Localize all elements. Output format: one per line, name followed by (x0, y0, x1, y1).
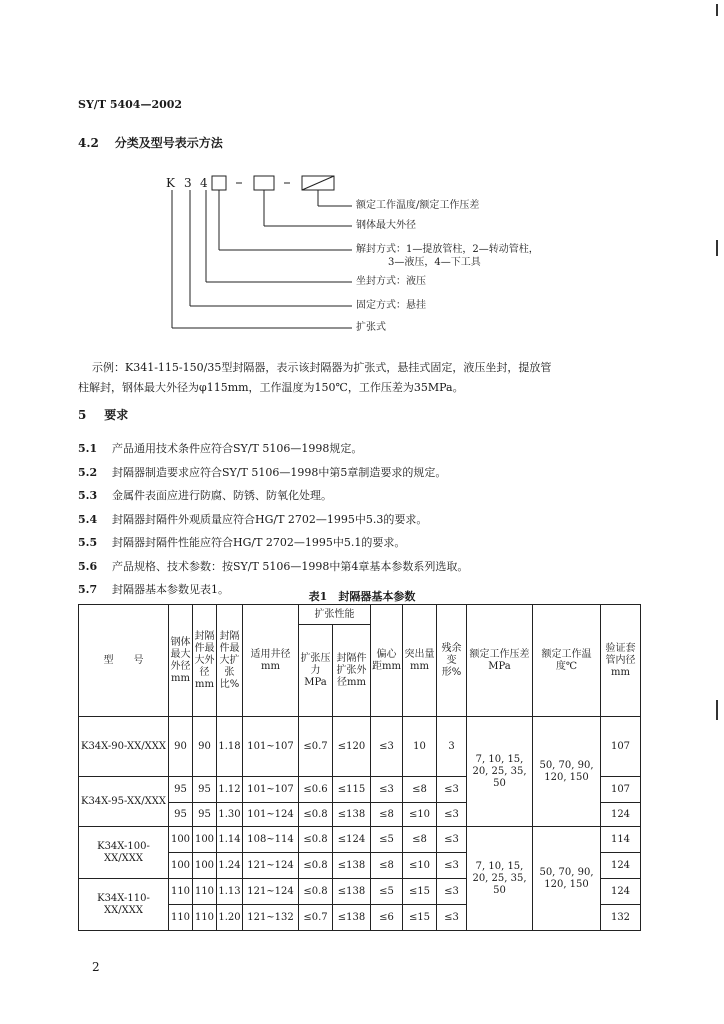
requirement-text: 金属件表面应进行防腐、防锈、防氧化处理。 (112, 489, 332, 502)
requirement-number: 5.4 (78, 512, 98, 526)
cell-casing: 132 (601, 905, 641, 931)
cell-well: 121~124 (243, 879, 299, 905)
cell-protrusion: ≤10 (403, 853, 437, 879)
header-expansion-od: 封隔件扩张外径mm (333, 625, 371, 717)
cell-ratio: 1.13 (217, 879, 243, 905)
cell-model: K34X-95-XX/XXX (79, 777, 169, 827)
cell-exp-od: ≤120 (333, 717, 371, 777)
cell-protrusion: ≤8 (403, 777, 437, 803)
cell-ratio: 1.24 (217, 853, 243, 879)
cell-od: 100 (169, 853, 193, 879)
cell-od: 95 (169, 803, 193, 827)
section-title: 要求 (104, 408, 129, 422)
cell-eccentric: ≤8 (371, 853, 403, 879)
requirement-text: 封隔器制造要求应符合SY/T 5106—1998中第5章制造要求的规定。 (112, 465, 447, 479)
cell-ratio: 1.14 (217, 827, 243, 853)
cell-casing: 124 (601, 879, 641, 905)
cell-casing: 124 (601, 803, 641, 827)
header-well-diameter: 适用井径mm (243, 605, 299, 717)
example-line-1: 示例：K341-115-150/35型封隔器，表示该封隔器为扩张式，悬挂式固定，液压坐封，提放管 (92, 361, 552, 374)
cell-exp-pressure: ≤0.8 (299, 827, 333, 853)
header-ratio: 封隔件最大扩张比% (217, 605, 243, 717)
cell-work-temp: 50, 70, 90, 120, 150 (533, 827, 601, 931)
cell-work-pressure: 7, 10, 15, 20, 25, 35, 50 (467, 827, 533, 931)
requirement-item (78, 484, 468, 508)
cell-eccentric: ≤6 (371, 905, 403, 931)
cell-eccentric: ≤8 (371, 803, 403, 827)
cell-od: 110 (169, 905, 193, 931)
cell-seal: 95 (193, 803, 217, 827)
cell-casing: 107 (601, 717, 641, 777)
cell-protrusion: 10 (403, 717, 437, 777)
cell-model: K34X-90-XX/XXX (79, 717, 169, 777)
section-title: 分类及型号表示方法 (114, 136, 223, 150)
header-body-od: 钢体最大外径mm (169, 605, 193, 717)
section-number: 4.2 (78, 136, 99, 150)
cell-well: 101~107 (243, 717, 299, 777)
label-unset-method: 解封方式：1—提放管柱，2—转动管柱， (356, 244, 539, 255)
header-expansion-group: 扩张性能 (299, 605, 371, 625)
requirement-item (78, 508, 468, 532)
cell-deformation: 3 (437, 717, 467, 777)
cell-protrusion: ≤15 (403, 879, 437, 905)
scan-edge-mark (716, 700, 718, 720)
label-type-expansion: 扩张式 (356, 322, 386, 333)
cell-work-pressure: 7, 10, 15, 20, 25, 35, 50 (467, 717, 533, 827)
cell-deformation: ≤3 (437, 827, 467, 853)
header-work-pressure: 额定工作压差MPa (467, 605, 533, 717)
cell-exp-od: ≤124 (333, 827, 371, 853)
label-body-max-od: 钢体最大外径 (356, 220, 416, 231)
requirement-text: 产品通用技术条件应符合SY/T 5106—1998规定。 (112, 442, 363, 455)
requirement-item (78, 555, 468, 579)
label-unset-method-cont: 3—液压，4—下工具 (388, 257, 481, 268)
requirement-text: 封隔器基本参数见表1。 (112, 583, 229, 596)
requirement-item (78, 531, 468, 555)
cell-well: 108~114 (243, 827, 299, 853)
cell-well: 101~107 (243, 777, 299, 803)
scan-edge-mark (716, 240, 718, 256)
cell-ratio: 1.30 (217, 803, 243, 827)
header-deformation: 残余变形% (437, 605, 467, 717)
cell-seal: 110 (193, 905, 217, 931)
cell-seal: 95 (193, 777, 217, 803)
cell-od: 95 (169, 777, 193, 803)
requirement-number: 5.6 (78, 559, 98, 573)
example-line-2: 柱解封，钢体最大外径为φ115mm，工作温度为150℃，工作压差为35MPa。 (78, 381, 464, 394)
requirements-list (78, 437, 468, 602)
cell-od: 110 (169, 879, 193, 905)
cell-protrusion: ≤15 (403, 905, 437, 931)
requirement-text: 封隔器封隔件性能应符合HG/T 2702—1995中5.1的要求。 (112, 536, 406, 549)
document-standard-id: SY/T 5404—2002 (78, 98, 183, 111)
header-seal-od: 封隔件最大外径mm (193, 605, 217, 717)
cell-deformation: ≤3 (437, 905, 467, 931)
cell-exp-pressure: ≤0.7 (299, 717, 333, 777)
table-header-row (79, 605, 641, 625)
table-row (79, 717, 641, 777)
cell-casing: 107 (601, 777, 641, 803)
cell-deformation: ≤3 (437, 879, 467, 905)
requirement-number: 5.5 (78, 536, 98, 549)
label-rated-temp-pressure: 额定工作温度/额定工作压差 (356, 200, 480, 211)
cell-ratio: 1.20 (217, 905, 243, 931)
page-number: 2 (92, 960, 100, 974)
cell-exp-od: ≤138 (333, 879, 371, 905)
cell-eccentric: ≤5 (371, 827, 403, 853)
cell-eccentric: ≤5 (371, 879, 403, 905)
section-heading-4-2 (78, 134, 223, 151)
cell-protrusion: ≤10 (403, 803, 437, 827)
section-heading-5 (78, 406, 128, 423)
cell-exp-od: ≤138 (333, 853, 371, 879)
header-work-temp: 额定工作温度℃ (533, 605, 601, 717)
cell-exp-pressure: ≤0.6 (299, 777, 333, 803)
cell-seal: 90 (193, 717, 217, 777)
example-paragraph (78, 358, 652, 398)
label-fixing-method: 固定方式：悬挂 (356, 300, 426, 311)
requirement-number: 5.3 (78, 489, 98, 502)
parameters-table (78, 604, 641, 931)
cell-seal: 100 (193, 827, 217, 853)
requirement-number: 5.1 (78, 442, 98, 455)
table-caption: 表1 封隔器基本参数 (308, 590, 416, 603)
label-setting-method: 坐封方式：液压 (356, 276, 426, 287)
header-casing: 验证套管内径mm (601, 605, 641, 717)
cell-exp-pressure: ≤0.8 (299, 803, 333, 827)
cell-work-temp: 50, 70, 90, 120, 150 (533, 717, 601, 827)
model-code-bracket-lines (160, 170, 380, 345)
cell-ratio: 1.18 (217, 717, 243, 777)
cell-exp-od: ≤138 (333, 803, 371, 827)
cell-model: K34X-100-XX/XXX (79, 827, 169, 879)
cell-deformation: ≤3 (437, 777, 467, 803)
cell-od: 90 (169, 717, 193, 777)
cell-ratio: 1.12 (217, 777, 243, 803)
cell-well: 121~124 (243, 853, 299, 879)
cell-exp-od: ≤115 (333, 777, 371, 803)
cell-eccentric: ≤3 (371, 777, 403, 803)
model-char-4: 4 (200, 176, 210, 190)
cell-deformation: ≤3 (437, 803, 467, 827)
header-eccentric: 偏心距mm (371, 605, 403, 717)
header-protrusion: 突出量mm (403, 605, 437, 717)
cell-casing: 124 (601, 853, 641, 879)
table-row (79, 827, 641, 853)
scan-edge-mark (716, 4, 718, 16)
cell-casing: 114 (601, 827, 641, 853)
cell-exp-pressure: ≤0.7 (299, 905, 333, 931)
cell-seal: 110 (193, 879, 217, 905)
model-char-3: 3 (184, 176, 194, 190)
cell-protrusion: ≤8 (403, 827, 437, 853)
requirement-text: 产品规格、技术参数：按SY/T 5106—1998中第4章基本参数系列选取。 (112, 559, 469, 573)
cell-well: 101~124 (243, 803, 299, 827)
header-model: 型 号 (79, 605, 169, 717)
requirement-item (78, 461, 468, 485)
cell-od: 100 (169, 827, 193, 853)
cell-exp-pressure: ≤0.8 (299, 853, 333, 879)
cell-well: 121~132 (243, 905, 299, 931)
requirement-item (78, 437, 468, 461)
model-char-k: K (166, 176, 177, 190)
section-number: 5 (78, 408, 87, 422)
cell-deformation: ≤3 (437, 853, 467, 879)
cell-model: K34X-110-XX/XXX (79, 879, 169, 931)
requirement-number: 5.2 (78, 465, 98, 479)
cell-eccentric: ≤3 (371, 717, 403, 777)
header-expansion-pressure: 扩张压力MPa (299, 625, 333, 717)
cell-exp-od: ≤138 (333, 905, 371, 931)
cell-seal: 100 (193, 853, 217, 879)
cell-exp-pressure: ≤0.8 (299, 879, 333, 905)
requirement-number: 5.7 (78, 583, 98, 596)
requirement-text: 封隔器封隔件外观质量应符合HG/T 2702—1995中5.3的要求。 (112, 512, 428, 526)
